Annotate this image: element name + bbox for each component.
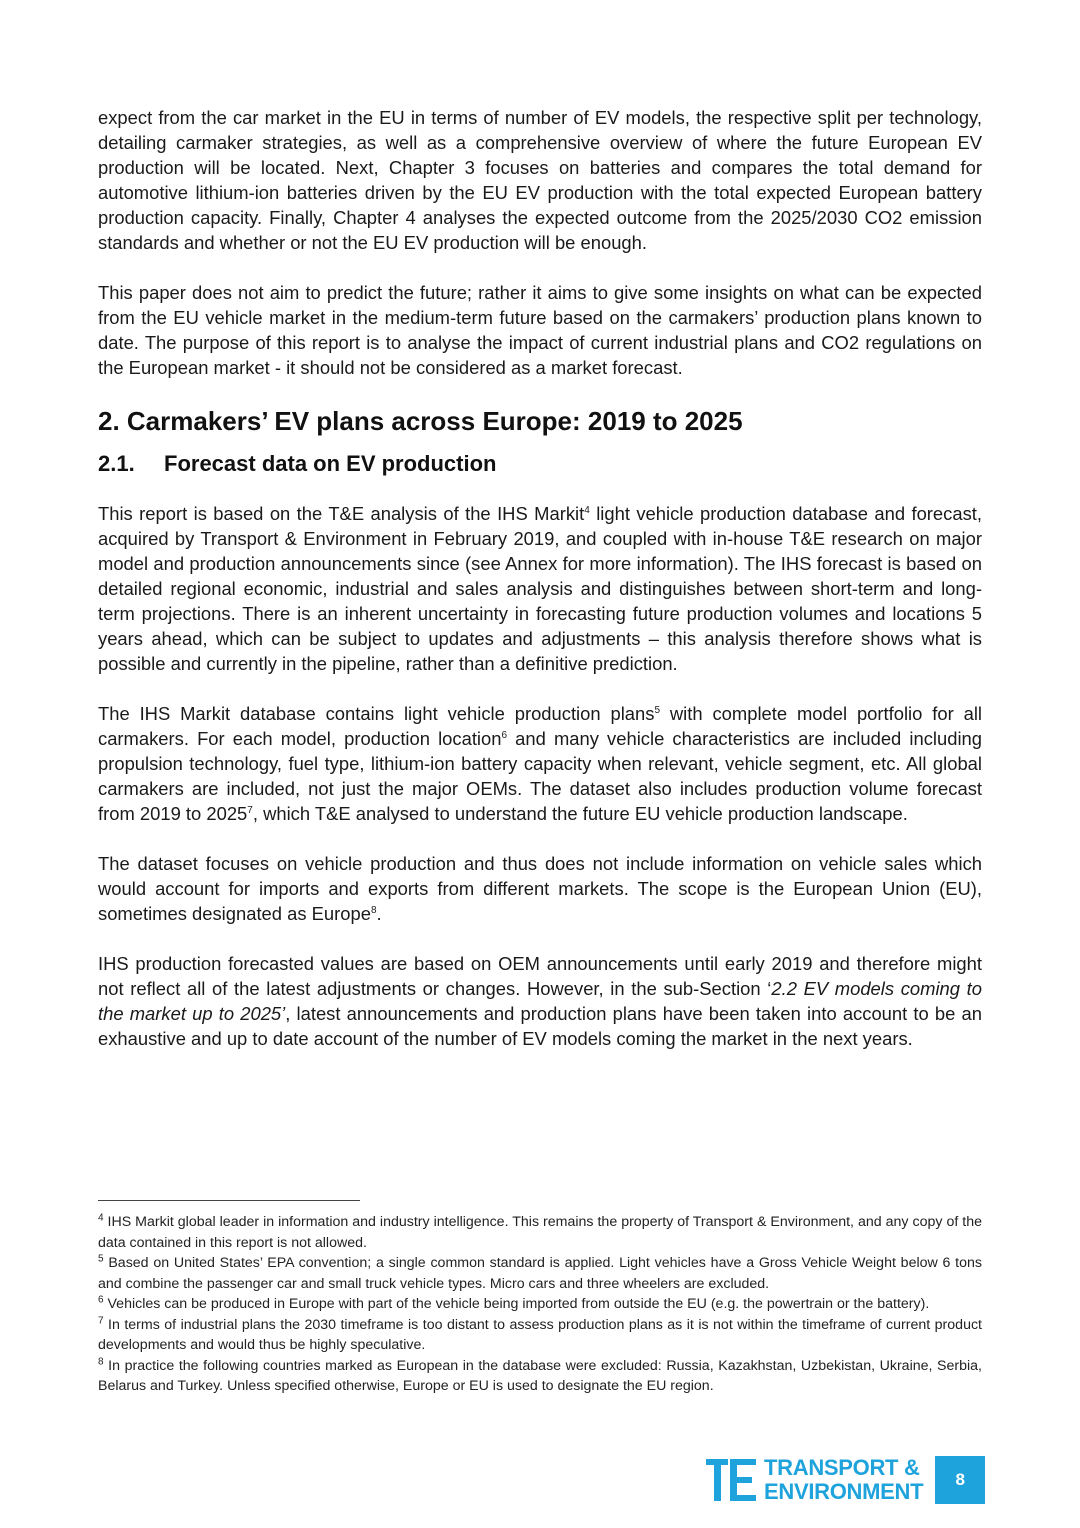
text-run: with complete model portfolio for all carmakers. For each model, production location (98, 703, 982, 749)
text-run: . (376, 903, 382, 924)
text-run: This report is based on the T&E analysis of the IHS Markit (98, 503, 585, 524)
intro-paragraph-2: This paper does not aim to predict the future; rather it aims to give some insights on what can be expected from the EU vehicle market in the medium-term future based on the carmakers’ production plans known to date. The purpose of this report is to analyse the impact of current industrial plans and CO2 regulations on the European market - it should not be considered as a market forecast. (98, 282, 982, 378)
footnote-text: Vehicles can be produced in Europe with part of the vehicle being imported from outside the EU (e.g. the powertrain or the battery). (103, 1296, 930, 1312)
text-run: light vehicle production database and forecast, acquired by Transport & Environment in February 2019, and coupled with in-house T&E research on major model and production announcements since (see Annex for more information). The IHS forecast is based on detailed regional economic, industrial and sales analysis and distinguishes between short-term and long-term projections. There is an inherent uncertainty in forecasting future production volumes and locations 5 years ahead, which can be subject to updates and adjustments – this analysis therefore shows what is possible and currently in the pipeline, rather than a definitive prediction. (98, 503, 982, 674)
intro-paragraph-1: expect from the car market in the EU in terms of number of EV models, the respective split per technology, detailing carmaker strategies, as well as a comprehensive overview of where the future European EV production will be located. Next, Chapter 3 focuses on batteries and compares the total demand for automotive lithium-ion batteries driven by the EU EV production with the total expected European battery production capacity. Finally, Chapter 4 analyses the expected outcome from the 2025/2030 CO2 emission standards and whether or not the EU EV production will be enough. (98, 107, 982, 253)
footnote-mark: 4 (98, 1212, 104, 1224)
footnote-4 (98, 1212, 982, 1253)
footnote-mark: 8 (98, 1355, 104, 1367)
page-number: 8 (935, 1456, 985, 1504)
text-run: , latest announcements and production plans have been taken into account to be an exhaustive and up to date account of the number of EV models coming the market in the next years. (98, 1003, 983, 1049)
footnote-mark: 7 (98, 1314, 104, 1326)
text-run: , which T&E analysed to understand the future EU vehicle production landscape. (252, 803, 908, 824)
footnotes (98, 1212, 982, 1397)
footnote-text: In practice the following countries marked as European in the database were excluded: Russia, Kazakhstan, Uzbekistan, Ukraine, Serbia, Belarus and Turkey. Unless specified otherwise, Europe or EU is used to designate the EU region. (98, 1357, 982, 1394)
footnote-text: Based on United States’ EPA convention; a single common standard is applied. Light vehicles have a Gross Vehicle Weight below 6 tons and combine the passenger car and small truck vehicle types. Micro cars and three wheelers are excluded. (98, 1255, 982, 1292)
section-reference: 2.2 EV models coming to the market up to 2025’ (98, 978, 982, 1024)
footnote-8 (98, 1356, 982, 1397)
subsection-title: Forecast data on EV production (164, 451, 497, 476)
footnote-5 (98, 1253, 982, 1294)
footnote-ref: 7 (247, 804, 253, 816)
footnote-ref: 5 (654, 704, 661, 716)
footnote-6 (98, 1294, 982, 1315)
page-footer (706, 1455, 985, 1505)
te-logo-icon (706, 1457, 758, 1503)
brand-line-2: ENVIRONMENT (764, 1479, 924, 1504)
subsection-heading (98, 449, 982, 479)
footnote-ref: 4 (584, 504, 590, 516)
footnote-ref: 6 (501, 729, 508, 741)
footnote-text: In terms of industrial plans the 2030 timeframe is too distant to assess production plans as it is not within the timeframe of current product developments and would thus be highly speculative. (98, 1316, 982, 1353)
brand-wordmark (764, 1456, 923, 1504)
paragraph-ihs-analysis (98, 501, 982, 676)
footnote-mark: 6 (98, 1294, 104, 1306)
text-run: IHS production forecasted values are based on OEM announcements until early 2019 and therefore might not reflect all of the latest adjustments or changes. However, in the sub-Section ‘ (98, 953, 982, 999)
text-run: and many vehicle characteristics are included including propulsion technology, fuel type, lithium-ion battery capacity when relevant, vehicle segment, etc. All global carmakers are included, not just the major OEMs. The dataset also includes production volume forecast from 2019 to 2025 (98, 728, 982, 824)
text-run: The dataset focuses on vehicle production and thus does not include information on vehicle sales which would account for imports and exports from different markets. The scope is the European Union (EU), sometimes designated as Europe (98, 853, 982, 924)
brand-line-1: TRANSPORT & (764, 1455, 920, 1480)
paragraph-dataset-scope (98, 851, 982, 926)
footnote-7 (98, 1315, 982, 1356)
subsection-number: 2.1. (98, 451, 135, 476)
text-run: The IHS Markit database contains light vehicle production plans (98, 703, 655, 724)
paragraph-ihs-database (98, 701, 982, 826)
document-body (98, 105, 982, 1076)
footnote-text: IHS Markit global leader in information and industry intelligence. This remains the property of Transport & Environment, and any copy of the data contained in this report is not allowed. (98, 1214, 982, 1251)
footnote-mark: 5 (98, 1253, 104, 1265)
footnote-ref: 8 (370, 904, 377, 916)
section-heading: 2. Carmakers’ EV plans across Europe: 2019 to 2025 (98, 406, 743, 436)
paragraph-forecast-values (98, 951, 982, 1051)
footnote-separator (98, 1200, 360, 1201)
